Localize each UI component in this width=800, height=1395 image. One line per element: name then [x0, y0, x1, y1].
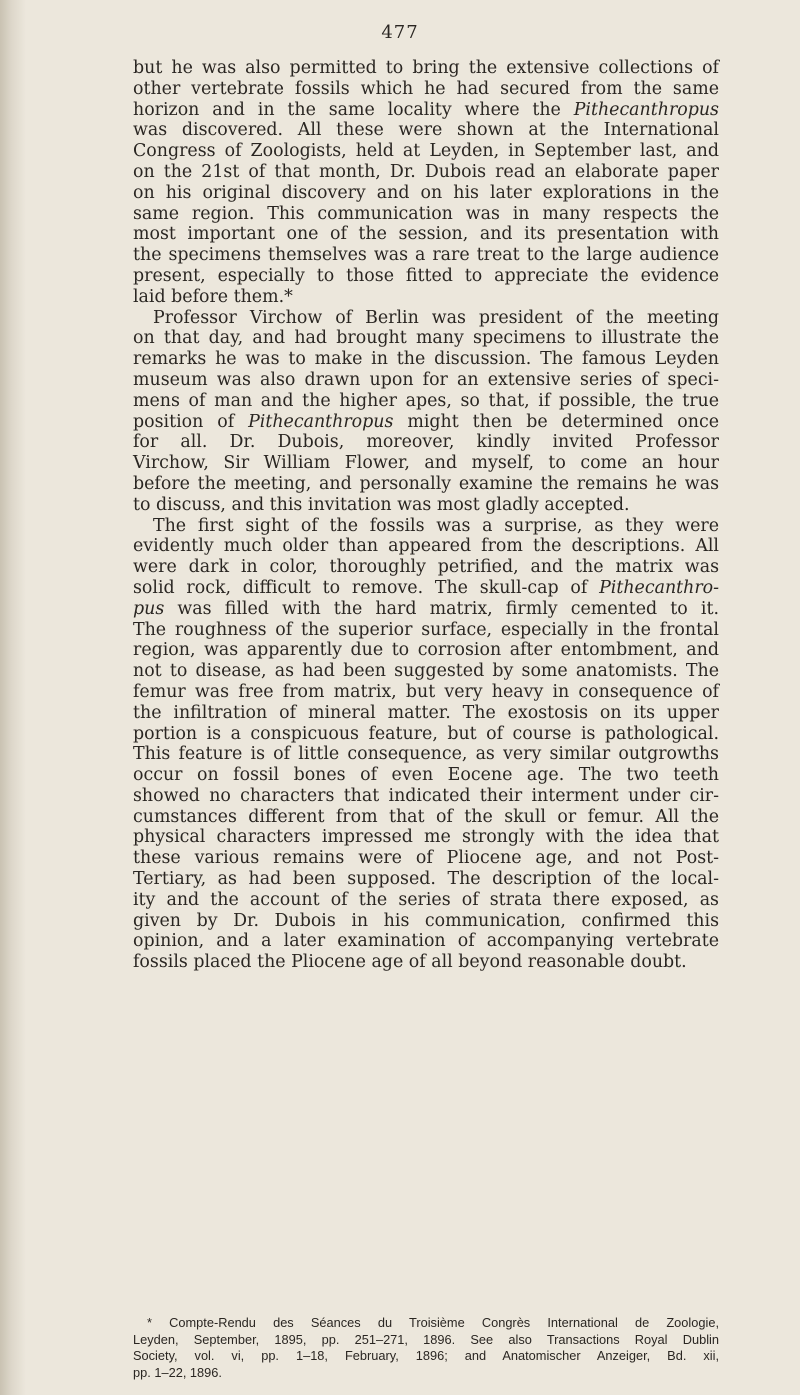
footnote-line: Society, vol. vi, pp. 1–18, February, 1896; and Anatomischer Anzeiger, Bd. xii, — [133, 1348, 719, 1364]
body-text-line: Virchow, Sir William Flower, and myself, to come an hour — [133, 453, 719, 474]
body-text-line: most important one of the session, and its presentation with — [133, 224, 719, 245]
body-text-line: on his original discovery and on his later explorations in the — [133, 182, 719, 203]
body-text-line: to discuss, and this invitation was most gladly accepted. — [133, 494, 630, 515]
body-text-line: pus was filled with the hard matrix, firmly cemented to it. — [133, 598, 719, 619]
body-text-line: on that day, and had brought many specimens to illustrate the — [133, 328, 719, 349]
body-text-line: occur on fossil bones of even Eocene age. The two teeth — [133, 765, 719, 786]
body-text-line: mens of man and the higher apes, so that, if possible, the true — [133, 390, 719, 411]
body-text-line: museum was also drawn upon for an extensive series of speci- — [133, 369, 719, 390]
body-text-line: same region. This communication was in many respects the — [133, 203, 719, 224]
body-text-line: The roughness of the superior surface, especially in the frontal — [133, 619, 719, 640]
body-text-line: remarks he was to make in the discussion. The famous Leyden — [133, 349, 719, 370]
body-text-line: other vertebrate fossils which he had secured from the same — [133, 78, 719, 99]
footnote — [133, 1315, 719, 1382]
page-binding-shadow — [0, 0, 26, 1395]
body-text-line: The first sight of the fossils was a surprise, as they were — [153, 515, 719, 536]
body-text-line: Professor Virchow of Berlin was president of the meeting — [153, 307, 719, 328]
body-text-line: physical characters impressed me strongly with the idea that — [133, 827, 719, 848]
body-text-line: horizon and in the same locality where the Pithecanthropus — [133, 99, 719, 120]
footnote-line: pp. 1–22, 1896. — [133, 1365, 222, 1381]
body-text-line: for all. Dr. Dubois, moreover, kindly invited Professor — [133, 432, 719, 453]
body-text-line: laid before them.* — [133, 286, 293, 307]
body-text-line: the infiltration of mineral matter. The exostosis on its upper — [133, 702, 719, 723]
body-text-line: ity and the account of the series of strata there exposed, as — [133, 889, 719, 910]
body-text-line: were dark in color, thoroughly petrified, and the matrix was — [133, 557, 719, 578]
body-text-line: was discovered. All these were shown at the International — [133, 120, 719, 141]
body-text — [133, 58, 719, 973]
body-text-line: the specimens themselves was a rare treat to the large audience — [133, 245, 719, 266]
page-number: 477 — [381, 22, 419, 43]
footnote-line: Leyden, September, 1895, pp. 251–271, 1896. See also Transactions Royal Dublin — [133, 1331, 719, 1347]
body-text-line: Congress of Zoologists, held at Leyden, in September last, and — [133, 141, 719, 162]
body-text-line: fossils placed the Pliocene age of all beyond reasonable doubt. — [133, 952, 687, 973]
body-text-line: these various remains were of Pliocene age, and not Post- — [133, 848, 719, 869]
body-text-line: but he was also permitted to bring the extensive collections of — [133, 58, 719, 78]
body-text-line: opinion, and a later examination of accompanying vertebrate — [133, 931, 719, 952]
body-text-line: cumstances different from that of the skull or femur. All the — [133, 806, 719, 827]
body-text-line: Tertiary, as had been supposed. The description of the local- — [133, 869, 719, 890]
body-text-line: evidently much older than appeared from the descriptions. All — [133, 536, 719, 557]
body-text-line: region, was apparently due to corrosion after entombment, and — [133, 640, 719, 661]
body-text-line: portion is a conspicuous feature, but of course is pathological. — [133, 723, 719, 744]
footnote-line: * Compte-Rendu des Séances du Troisième Congrès International de Zoologie, — [147, 1315, 719, 1330]
body-text-line: This feature is of little consequence, as very similar outgrowths — [133, 744, 719, 765]
body-text-line: position of Pithecanthropus might then be determined once — [133, 411, 719, 432]
body-text-line: femur was free from matrix, but very heavy in consequence of — [133, 681, 719, 702]
body-text-line: given by Dr. Dubois in his communication, confirmed this — [133, 910, 719, 931]
body-text-line: solid rock, difficult to remove. The skull-cap of Pithecanthro- — [133, 577, 719, 598]
body-text-line: not to disease, as had been suggested by some anatomists. The — [133, 661, 719, 682]
body-text-line: present, especially to those fitted to appreciate the evidence — [133, 265, 719, 286]
body-text-line: showed no characters that indicated their interment under cir- — [133, 785, 719, 806]
body-text-line: before the meeting, and personally examine the remains he was — [133, 473, 719, 494]
body-text-line: on the 21st of that month, Dr. Dubois read an elaborate paper — [133, 161, 719, 182]
